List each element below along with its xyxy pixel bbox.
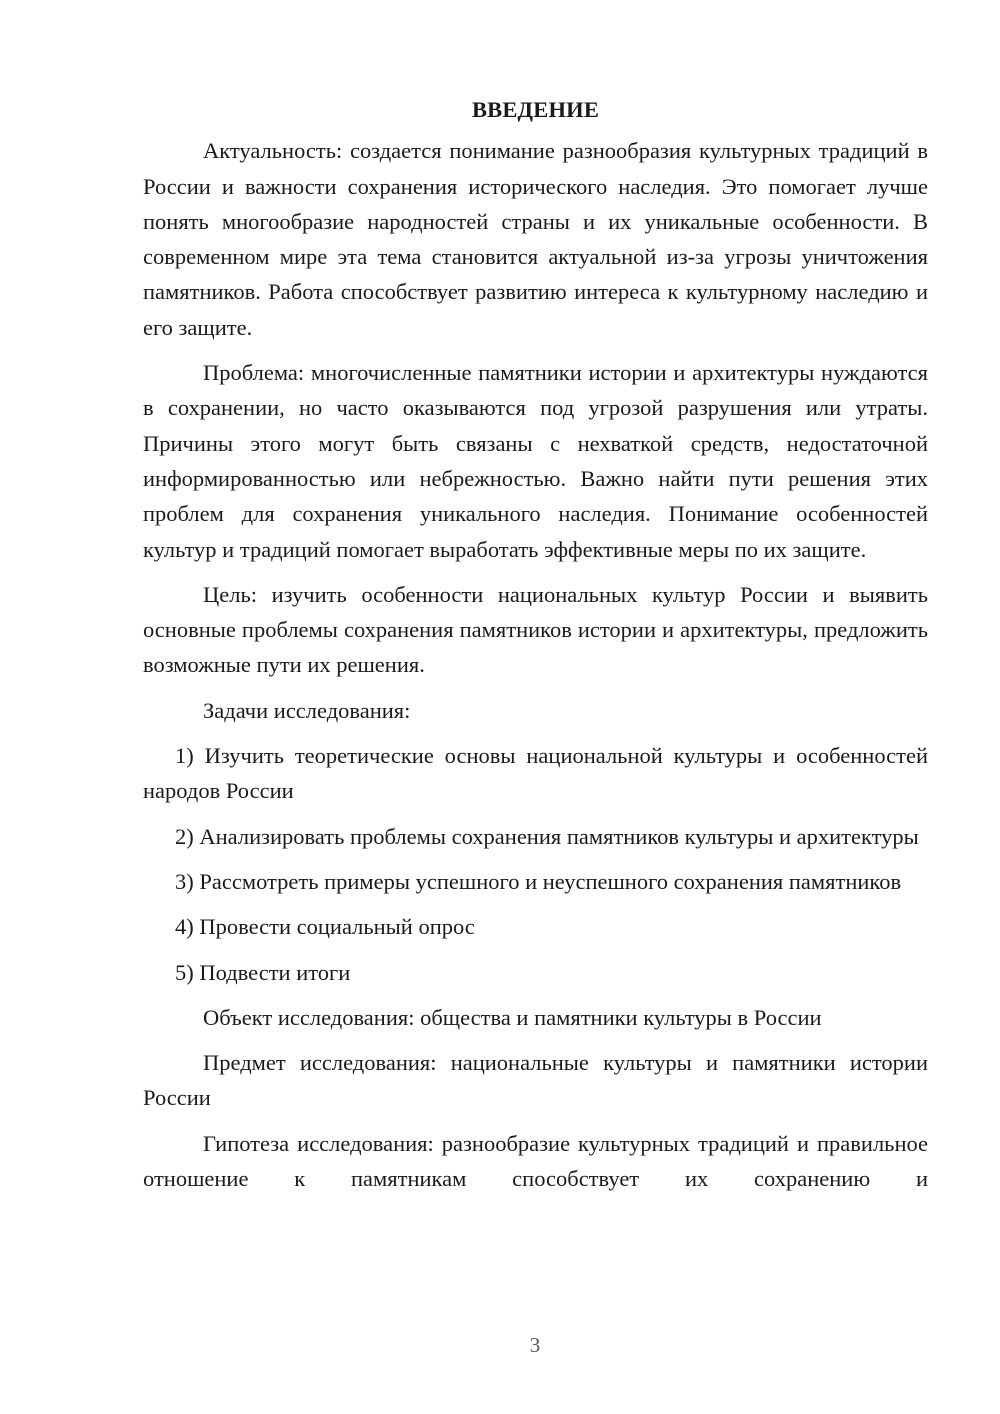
paragraph-goal: Цель: изучить особенности национальных культур России и выявить основные проблемы сохранения памятников истории и архитектуры, предложить возможные пути их решения. (143, 581, 928, 678)
paragraph-relevance: Актуальность: создается понимание разнообразия культурных традиций в России и важности сохранения исторического наследия. Это помогает лучше понять многообразие народностей страны и их уникальные особенности. В современном мире эта тема становится актуальной из-за угрозы уничтожения памятников. Работа способствует развитию интереса к культурному наследию и его защите. (143, 138, 928, 340)
paragraph-object: Объект исследования: общества и памятники культуры в России (203, 1004, 822, 1030)
paragraph-hypothesis: Гипотеза исследования: разнообразие культурных традиций и правильное отношение к памятникам способствует их сохранению и (143, 1130, 928, 1192)
task-item-3: 3) Рассмотреть примеры успешного и неуспешного сохранения памятников (175, 868, 902, 894)
task-item-5: 5) Подвести итоги (175, 959, 351, 985)
document-page (143, 92, 928, 1196)
task-item-4: 4) Провести социальный опрос (175, 914, 475, 940)
paragraph-problem: Проблема: многочисленные памятники истории и архитектуры нуждаются в сохранении, но часто оказываются под угрозой разрушения или утраты. Причины этого могут быть связаны с нехваткой средств, недостаточной информированностью или небрежностью. Важно найти пути решения этих проблем для сохранения уникального наследия. Понимание особенностей культур и традиций помогает выработать эффективные меры по их защите. (143, 360, 928, 562)
paragraph-subject: Предмет исследования: национальные культуры и памятники истории России (143, 1050, 928, 1111)
section-title: ВВЕДЕНИЕ (471, 97, 600, 122)
page-number: 3 (529, 1333, 541, 1357)
tasks-heading: Задачи исследования: (203, 697, 411, 723)
task-item-1: 1) Изучить теоретические основы национальной культуры и особенностей народов России (143, 743, 928, 804)
task-item-2: 2) Анализировать проблемы сохранения памятников культуры и архитектуры (175, 823, 919, 849)
